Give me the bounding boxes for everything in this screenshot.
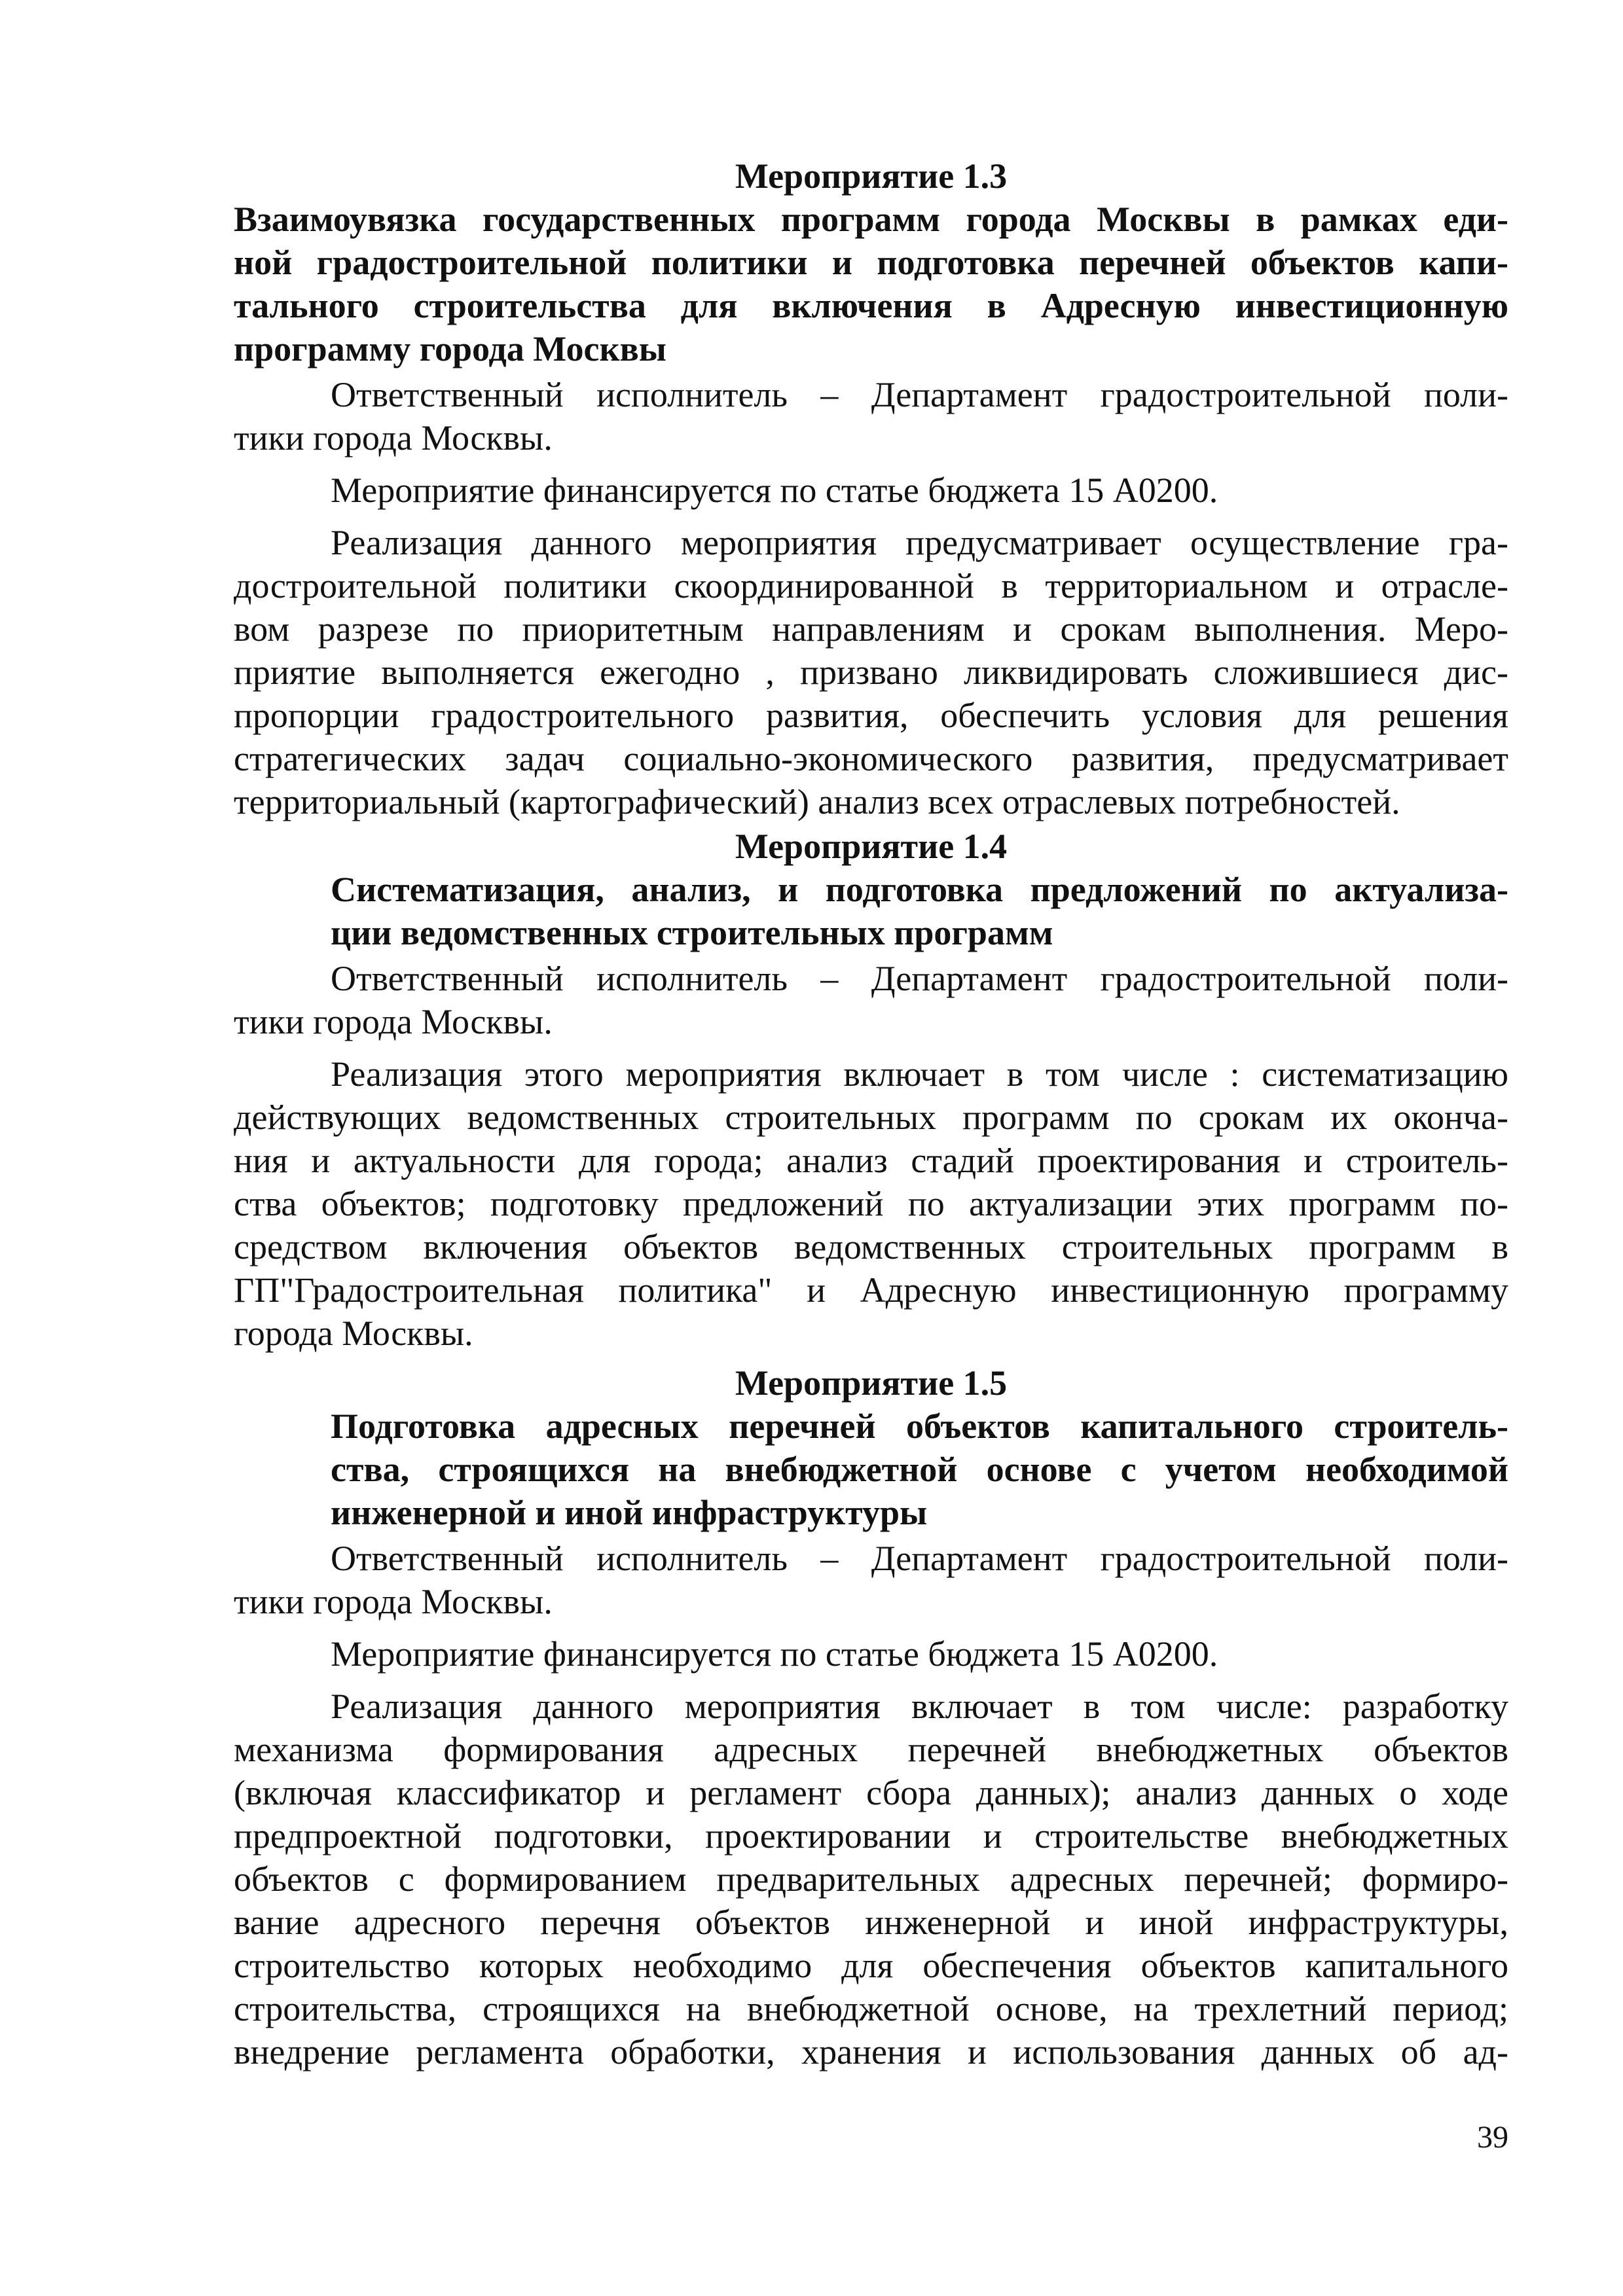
section-1-4-body-line: ГП"Градостроительная политика" и Адресную инвестиционную программу	[234, 1270, 1508, 1310]
section-1-5-responsible-line: Ответственный исполнитель – Департамент градостроительной поли-	[331, 1539, 1508, 1578]
section-1-5-body-line: предпроектной подготовки, проектировании и строительстве внебюджетных	[234, 1816, 1508, 1856]
section-1-5-title-line: Подготовка адресных перечней объектов капитального строитель-	[331, 1407, 1508, 1446]
section-1-5-funding: Мероприятие финансируется по статье бюджета 15 А0200.	[331, 1634, 1218, 1674]
section-1-4-body-line: ния и актуальности для города; анализ стадий проектирования и строитель-	[234, 1141, 1508, 1180]
section-1-3-title-line: программу города Москвы	[234, 329, 666, 368]
section-1-3-title-line: тального строительства для включения в Адресную инвестиционную	[234, 286, 1508, 325]
section-1-3-body-line: пропорции градостроительного развития, обеспечить условия для решения	[234, 696, 1508, 735]
section-1-4-title-line: Систематизация, анализ, и подготовка предложений по актуализа-	[331, 870, 1508, 909]
section-1-3-body-line: Реализация данного мероприятия предусматривает осуществление гра-	[331, 523, 1508, 562]
section-1-3-funding: Мероприятие финансируется по статье бюджета 15 А0200.	[331, 471, 1218, 510]
section-1-4-body-line: города Москвы.	[234, 1314, 473, 1353]
section-1-3-title-line: Взаимоувязка государственных программ города Москвы в рамках еди-	[234, 200, 1508, 239]
section-1-4-responsible-line: тики города Москвы.	[234, 1002, 553, 1041]
section-1-5-title-line: инженерной и иной инфраструктуры	[331, 1493, 928, 1532]
section-1-5-heading: Мероприятие 1.5	[735, 1363, 1008, 1403]
section-1-3-heading: Мероприятие 1.3	[735, 156, 1008, 196]
section-1-3-responsible-line: Ответственный исполнитель – Департамент градостроительной поли-	[331, 375, 1508, 414]
section-1-3-body-line: стратегических задач социально-экономического развития, предусматривает	[234, 739, 1508, 778]
section-1-3-body-line: приятие выполняется ежегодно , призвано ликвидировать сложившиеся дис-	[234, 653, 1508, 692]
section-1-5-body-line: внедрение регламента обработки, хранения и использования данных об ад-	[234, 2032, 1508, 2072]
section-1-4-body-line: средством включения объектов ведомственных строительных программ в	[234, 1227, 1508, 1266]
section-1-3-title-line: ной градостроительной политики и подготовка перечней объектов капи-	[234, 243, 1508, 282]
section-1-3-body-line: территориальный (картографический) анализ всех отраслевых потребностей.	[234, 782, 1400, 821]
section-1-5-body-line: объектов с формированием предварительных адресных перечней; формиро-	[234, 1859, 1508, 1899]
page-number: 39	[1477, 2120, 1508, 2155]
section-1-4-responsible-line: Ответственный исполнитель – Департамент градостроительной поли-	[331, 959, 1508, 998]
section-1-3-responsible-line: тики города Москвы.	[234, 418, 553, 457]
section-1-4-body-line: действующих ведомственных строительных программ по срокам их оконча-	[234, 1098, 1508, 1137]
section-1-5-body-line: (включая классификатор и регламент сбора данных); анализ данных о ходе	[234, 1773, 1508, 1812]
section-1-3-body-line: достроительной политики скоординированной в территориальном и отрасле-	[234, 566, 1508, 605]
section-1-5-body-line: строительство которых необходимо для обеспечения объектов капитального	[234, 1946, 1508, 1985]
section-1-5-title-line: ства, строящихся на внебюджетной основе с учетом необходимой	[331, 1450, 1508, 1489]
section-1-5-body-line: вание адресного перечня объектов инженерной и иной инфраструктуры,	[234, 1903, 1508, 1942]
section-1-4-body-line: Реализация этого мероприятия включает в том числе : систематизацию	[331, 1054, 1508, 1094]
section-1-4-heading: Мероприятие 1.4	[735, 827, 1008, 866]
section-1-4-title-line: ции ведомственных строительных программ	[331, 913, 1053, 952]
section-1-4-body-line: ства объектов; подготовку предложений по актуализации этих программ по-	[234, 1184, 1508, 1223]
section-1-5-responsible-line: тики города Москвы.	[234, 1582, 553, 1621]
section-1-5-body-line: Реализация данного мероприятия включает в том числе: разработку	[331, 1687, 1508, 1726]
section-1-5-body-line: строительства, строящихся на внебюджетной основе, на трехлетний период;	[234, 1989, 1508, 2028]
section-1-3-body-line: вом разрезе по приоритетным направлениям и срокам выполнения. Меро-	[234, 609, 1508, 649]
section-1-5-body-line: механизма формирования адресных перечней внебюджетных объектов	[234, 1730, 1508, 1769]
